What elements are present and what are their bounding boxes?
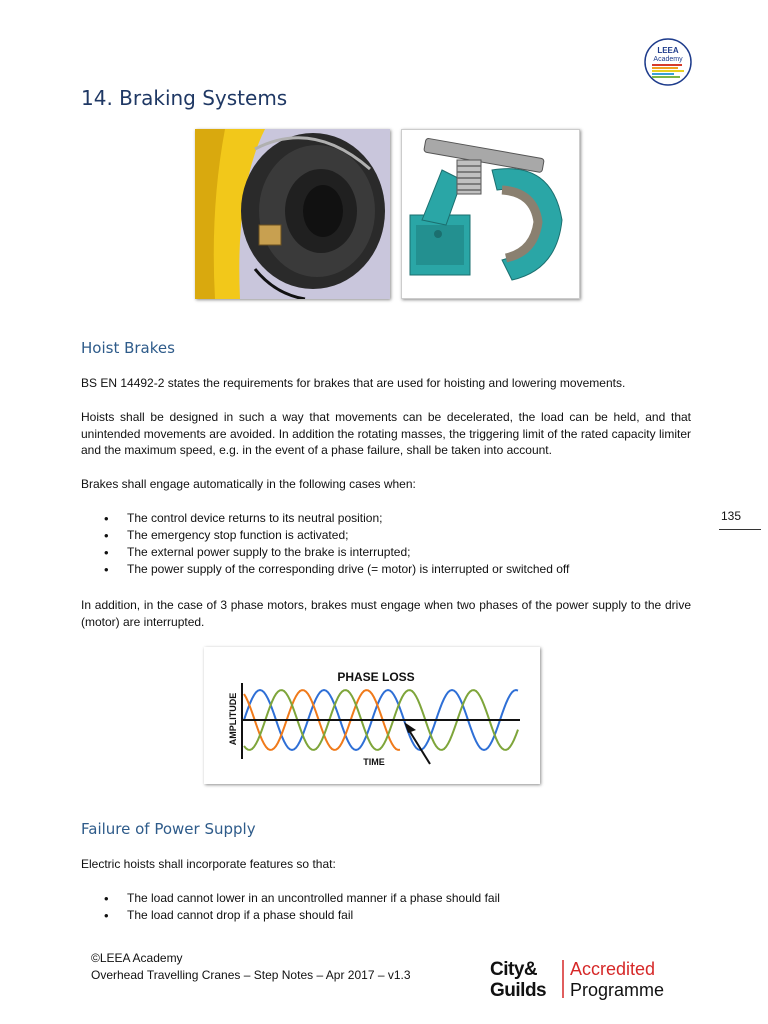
- page-title: 14. Braking Systems: [81, 86, 288, 110]
- hoist-brakes-paragraph-3: Brakes shall engage automatically in the following cases when:: [81, 477, 416, 491]
- page-number-rule: [719, 529, 761, 530]
- logo-text-leea: LEEA: [657, 46, 679, 55]
- power-failure-heading: Failure of Power Supply: [81, 820, 256, 838]
- figure-xlabel: TIME: [363, 757, 385, 767]
- phase-loss-figure: [204, 647, 540, 784]
- footer-copyright: ©LEEA Academy: [91, 951, 183, 965]
- cg-guilds-text: Guilds: [490, 980, 547, 1001]
- list-item: • The load cannot lower in an uncontrolled manner if a phase should fail: [127, 890, 701, 907]
- city-guilds-accredited-logo: [490, 956, 680, 1002]
- logo-text-academy: Academy: [653, 56, 683, 63]
- leea-academy-logo: [644, 38, 692, 86]
- hoist-brakes-paragraph-2: Hoists shall be designed in such a way that movements can be decelerated, the load can be held, and that unintended movements are avoided. In addition the rotating masses, the triggering limit of the rated capacity limiter and the maximum speed, e.g. in the event of a phase failure, shall be taken into account.: [81, 410, 691, 457]
- list-item: • The power supply of the corresponding drive (= motor) is interrupted or switched off: [127, 561, 701, 578]
- hoist-brakes-heading: Hoist Brakes: [81, 339, 175, 357]
- list-item: • The emergency stop function is activated;: [127, 527, 701, 544]
- figure-title: PHASE LOSS: [337, 670, 415, 684]
- brake-engage-list: [81, 510, 701, 578]
- drum-brake-photo: [401, 129, 580, 299]
- list-item: • The control device returns to its neutral position;: [127, 510, 701, 527]
- list-item: • The load cannot drop if a phase should fail: [127, 907, 701, 924]
- power-failure-list: [81, 890, 701, 924]
- cg-city-text: City&: [490, 959, 538, 980]
- footer-document-info: Overhead Travelling Cranes – Step Notes – Apr 2017 – v1.3: [91, 968, 411, 982]
- list-item: • The external power supply to the brake is interrupted;: [127, 544, 701, 561]
- hoist-brakes-paragraph-4: In addition, in the case of 3 phase motors, brakes must engage when two phases of the power supply to the drive (motor) are interrupted.: [81, 598, 691, 629]
- cg-programme-text: Programme: [570, 980, 665, 1000]
- cg-accredited-text: Accredited: [570, 959, 656, 979]
- power-failure-paragraph-1: Electric hoists shall incorporate features so that:: [81, 857, 336, 871]
- figure-ylabel: AMPLITUDE: [228, 692, 238, 746]
- hoist-brakes-paragraph-1: BS EN 14492-2 states the requirements for brakes that are used for hoisting and lowering movements.: [81, 376, 626, 390]
- disc-brake-photo: [195, 129, 390, 299]
- page-number: 135: [721, 509, 742, 523]
